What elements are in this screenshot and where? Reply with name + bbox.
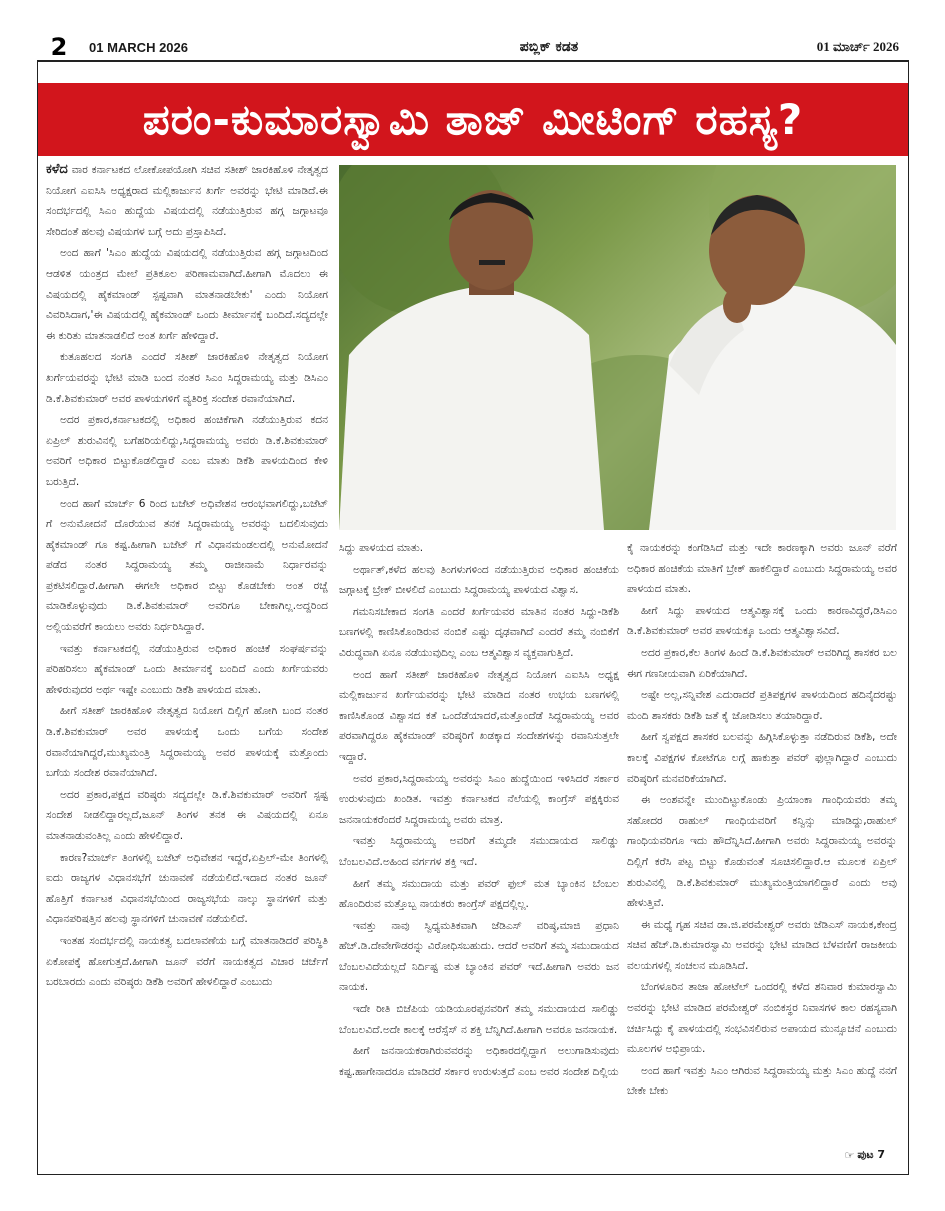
headline-banner	[38, 83, 908, 156]
paragraph: ಕೈ ನಾಯಕರನ್ನು ಕಂಗೆಡಿಸಿದೆ ಮತ್ತು ಇದೇ ಕಾರಣಕ್ಕಾಗಿ ಅವರು ಜೂನ್ ವರೆಗೆ ಅಧಿಕಾರ ಹಂಚಿಕೆಯ ಮಾತಿಗೆ ಬ್ರೇಕ್ ಹಾಕಲಿದ್ದಾರೆ ಎಂಬುದು ಸಿದ್ದರಾಮಯ್ಯ ಅವರ ಪಾಳಯದ ಮಾತು.	[627, 542, 897, 596]
paragraph: ಕುತೂಹಲದ ಸಂಗತಿ ಎಂದರೆ ಸತೀಶ್ ಜಾರಕಿಹೊಳಿ ನೇತೃತ್ವದ ನಿಯೋಗ ಖರ್ಗೆಯವರನ್ನು ಭೇಟಿ ಮಾಡಿ ಬಂದ ನಂತರ ಸಿಎಂ ಸಿದ್ದರಾಮಯ್ಯ ಮತ್ತು ಡಿಸಿಎಂ ಡಿ.ಕೆ.ಶಿವಕುಮಾರ್ ಅವರ ಪಾಳಯಗಳಿಗೆ ವ್ಯತಿರಿಕ್ತ ಸಂದೇಶ ರವಾನೆಯಾಗಿದೆ.	[46, 351, 328, 405]
paragraph: ಹೀಗೆ ಸತೀಶ್ ಜಾರಕಿಹೊಳಿ ನೇತೃತ್ವದ ನಿಯೋಗ ದಿಲ್ಲಿಗೆ ಹೋಗಿ ಬಂದ ನಂತರ ಡಿ.ಕೆ.ಶಿವಕುಮಾರ್ ಅವರ ಪಾಳಯಕ್ಕೆ ಒಂದು ಬಗೆಯ ಸಂದೇಶ ರವಾನೆಯಾಗಿದ್ದರೆ,ಮುಖ್ಯಮಂತ್ರಿ ಸಿದ್ದರಾಮಯ್ಯ ಅವರ ಪಾಳಯಕ್ಕೆ ಮತ್ತೊಂದು ಬಗೆಯ ಸಂದೇಶ ರವಾನೆಯಾಗಿದೆ.	[46, 705, 328, 780]
paragraph: ಅವರ ಪ್ರಕಾರ,ಸಿದ್ದರಾಮಯ್ಯ ಅವರನ್ನು ಸಿಎಂ ಹುದ್ದೆಯಿಂದ ಇಳಿಸಿದರೆ ಸರ್ಕಾರ ಉರುಳುವುದು ಖಂಡಿತ. ಇವತ್ತು ಕರ್ನಾಟಕದ ನೆಲೆಯಲ್ಲಿ ಕಾಂಗ್ರೆಸ್ ಪಕ್ಷಕ್ಕಿರುವ ಜನನಾಯಕರೆಂದರೆ ಸಿದ್ದರಾಮಯ್ಯ ಅವರು ಮಾತ್ರ.	[339, 772, 619, 826]
paragraph: ಅಂದ ಹಾಗೆ ಇವತ್ತು ಸಿಎಂ ಆಗಿರುವ ಸಿದ್ದರಾಮಯ್ಯ ಮತ್ತು ಸಿಎಂ ಹುದ್ದೆ ನನಗೆ ಬೇಕೇ ಬೇಕು	[627, 1064, 897, 1098]
masthead: ಪಬ್ಲಿಕ್ ಕಡತ	[519, 39, 579, 55]
paragraph: ಹೀಗೆ ಸಿದ್ದು ಪಾಳಯದ ಆತ್ಮವಿಶ್ವಾಸಕ್ಕೆ ಒಂದು ಕಾರಣವಿದ್ದರೆ,ಡಿಸಿಎಂ ಡಿ.ಕೆ.ಶಿವಕುಮಾರ್ ಅವರ ಪಾಳಯಕ್ಕೂ ಒಂದು ಆತ್ಮವಿಶ್ವಾಸವಿದೆ.	[627, 604, 897, 638]
paragraph: ಗಮನಿಸಬೇಕಾದ ಸಂಗತಿ ಎಂದರೆ ಖರ್ಗೆಯವರ ಮಾತಿನ ನಂತರ ಸಿದ್ದು-ಡಿಕೆಶಿ ಬಣಗಳಲ್ಲಿ ಕಾಣಿಸಿಕೊಂಡಿರುವ ನಂಬಿಕೆ ಎಷ್ಟು ದೃಢವಾಗಿದೆ ಎಂದರೆ ತಮ್ಮ ನಂಬಿಕೆಗೆ ವಿರುದ್ಧವಾಗಿ ಏನೂ ನಡೆಯುವುದಿಲ್ಲ ಎಂಬ ಆತ್ಮವಿಶ್ವಾಸ ವ್ಯಕ್ತವಾಗುತ್ತಿದೆ.	[339, 605, 619, 659]
paragraph: ಅಂದ ಹಾಗೆ ಸತೀಶ್ ಜಾರಕಿಹೊಳಿ ನೇತೃತ್ವದ ನಿಯೋಗ ಎಐಸಿಸಿ ಅಧ್ಯಕ್ಷ ಮಲ್ಲಿಕಾರ್ಜುನ ಖರ್ಗೆಯವರನ್ನು ಭೇಟಿ ಮಾಡಿದ ನಂತರ ಉಭಯ ಬಣಗಳಲ್ಲಿ ಕಾಣಿಸಿಕೊಂಡ ವಿಶ್ವಾಸದ ಕತೆ ಒಂದೆಡೆಯಾದರೆ,ಮತ್ತೊಂದೆಡೆ ಸಿದ್ದರಾಮಯ್ಯ ಅವರ ಪರವಾಗಿದ್ದರೂ ಹೈಕಮಾಂಡ್ ವರಿಷ್ಠರಿಗೆ ಖಡಕ್ಕಾದ ಸಂದೇಶಗಳನ್ನು ರವಾನಿಸುತ್ತಲೇ ಇದ್ದಾರೆ.	[339, 668, 619, 763]
paragraph: ಇವತ್ತು ಸಿದ್ದರಾಮಯ್ಯ ಅವರಿಗೆ ತಮ್ಮದೇ ಸಮುದಾಯದ ಸಾಲಿಡ್ಡು ಬೆಂಬಲವಿದೆ.ಅಹಿಂದ ವರ್ಗಗಳ ಶಕ್ತಿ ಇದೆ.	[339, 835, 619, 868]
news-photo	[339, 165, 896, 530]
article-column-1	[46, 160, 328, 1160]
header-date-english: 01 MARCH 2026	[89, 39, 188, 55]
paragraph: ಈ ಅಂಶವನ್ನೇ ಮುಂದಿಟ್ಟುಕೊಂಡು ಪ್ರಿಯಾಂಕಾ ಗಾಂಧಿಯವರು ತಮ್ಮ ಸಹೋದರ ರಾಹುಲ್ ಗಾಂಧಿಯವರಿಗೆ ಕನ್ವಿನ್ಸು ಮಾಡಿದ್ದು,ರಾಹುಲ್ ಗಾಂಧಿಯವರಿಗೂ ಇದು ಹೌದೆನ್ನಿಸಿದೆ.ಹೀಗಾಗಿ ಅವರು ಸಿದ್ದರಾಮಯ್ಯ ಅವರನ್ನು ದಿಲ್ಲಿಗೆ ಕರೆಸಿ ಪಟ್ಟ ಬಿಟ್ಟು ಕೊಡುವಂತೆ ಸೂಚಿಸಲಿದ್ದಾರೆ.ಆ ಮೂಲಕ ಏಪ್ರಿಲ್ ಶುರುವಿನಲ್ಲಿ ಡಿ.ಕೆ.ಶಿವಕುಮಾರ್ ಮುಖ್ಯಮಂತ್ರಿಯಾಗಲಿದ್ದಾರೆ ಎಂದು ಅವು ಹೇಳುತ್ತಿವೆ.	[627, 794, 897, 910]
pointing-hand-icon: ☞	[844, 1148, 855, 1162]
continued-on-page	[845, 1148, 886, 1162]
paragraph: ಇಂತಹ ಸಂದರ್ಭದಲ್ಲಿ ನಾಯಕತ್ವ ಬದಲಾವಣೆಯ ಬಗ್ಗೆ ಮಾತನಾಡಿದರೆ ಪರಿಸ್ಥಿತಿ ಏಕೋಪಕ್ಕೆ ಹೋಗುತ್ತದೆ.ಹೀಗಾಗಿ ಜೂನ್ ವರೆಗೆ ನಾಯಕತ್ವದ ವಿಚಾರ ಚರ್ಚೆಗೆ ಬರಬಾರದು ಎಂದು ವರಿಷ್ಠರು ಡಿಕೆಶಿ ಅವರಿಗೆ ಹೇಳಲಿದ್ದಾರೆ ಎಂಬುದು	[46, 934, 328, 989]
paragraph: ಹೀಗೆ ಜನನಾಯಕರಾಗಿರುವವರನ್ನು ಅಧಿಕಾರದಲ್ಲಿದ್ದಾಗ ಅಲುಗಾಡಿಸುವುದು ಕಷ್ಟ.ಹಾಗೇನಾದರೂ ಮಾಡಿದರೆ ಸರ್ಕಾರ ಉರುಳುತ್ತದೆ ಎಂಬ ಅವರ ಸಂದೇಶ ದಿಲ್ಲಿಯ	[339, 1045, 619, 1078]
dateline: ಕಳೆದ	[46, 162, 68, 177]
page-number: 2	[50, 33, 68, 61]
page-header	[37, 34, 909, 62]
header-date-kannada: 01 ಮಾರ್ಚ್ 2026	[816, 39, 899, 54]
paragraph: ಕಳೆದ ವಾರ ಕರ್ನಾಟಕದ ಲೋಕೋಪಯೋಗಿ ಸಚಿವ ಸತೀಶ್ ಜಾರಕಿಹೊಳಿ ನೇತೃತ್ವದ ನಿಯೋಗ ಎಐಸಿಸಿ ಅಧ್ಯಕ್ಷರಾದ ಮಲ್ಲಿಕಾರ್ಜುನ ಖರ್ಗೆ ಅವರನ್ನು ಭೇಟಿ ಮಾಡಿದೆ.ಈ ಸಂದರ್ಭದಲ್ಲಿ ಸಿಎಂ ಹುದ್ದೆಯ ವಿಷಯದಲ್ಲಿ ನಡೆಯುತ್ತಿರುವ ಹಗ್ಗ ಜಗ್ಗಾಟವೂ ಸೇರಿದಂತೆ ಹಲವು ವಿಷಯಗಳ ಬಗ್ಗೆ ಅದು ಪ್ರಸ್ತಾಪಿಸಿದೆ.	[46, 162, 328, 238]
paragraph: ಹೀಗೆ ಸ್ವಪಕ್ಷದ ಶಾಸಕರ ಬಲವನ್ನು ಹಿಗ್ಗಿಸಿಕೊಳ್ಳುತ್ತಾ ನಡೆದಿರುವ ಡಿಕೆಶಿ, ಅದೇ ಕಾಲಕ್ಕೆ ವಿಪಕ್ಷಗಳ ಕೋಟೆಗೂ ಲಗ್ಗೆ ಹಾಕುತ್ತಾ ಪವರ್ ಫುಲ್ಲಾಗಿದ್ದಾರೆ ಎಂಬುದು ವರಿಷ್ಠರಿಗೆ ಮನವರಿಕೆಯಾಗಿದೆ.	[627, 731, 897, 785]
paragraph: ಅಂದ ಹಾಗೆ ಮಾರ್ಚ್ 6 ರಿಂದ ಬಜೆಟ್ ಅಧಿವೇಶನ ಆರಂಭವಾಗಲಿದ್ದು,ಬಜೆಟ್ ಗೆ ಅನುಮೋದನೆ ದೊರೆಯುವ ತನಕ ಸಿದ್ದರಾಮಯ್ಯ ಅವರನ್ನು ಬದಲಿಸುವುದು ಹೈಕಮಾಂಡ್ ಗೂ ಕಷ್ಟ.ಹೀಗಾಗಿ ಬಜೆಟ್ ಗೆ ವಿಧಾನಮಂಡಲದಲ್ಲಿ ಅನುಮೋದನೆ ಪಡೆದ ನಂತರ ಸಿದ್ದರಾಮಯ್ಯ ತಮ್ಮ ರಾಜೀನಾಮೆ ನಿರ್ಧಾರವನ್ನು ಪ್ರಕಟಿಸಲಿದ್ದಾರೆ.ಹೀಗಾಗಿ ಈಗಲೇ ಅಧಿಕಾರ ಬಿಟ್ಟು ಕೊಡಬೇಕು ಅಂತ ರಚ್ಚೆ ಮಾಡಿಕೊಳ್ಳುವುದು ಡಿ.ಕೆ.ಶಿವಕುಮಾರ್ ಅವರಿಗೂ ಬೇಕಾಗಿಲ್ಲ.ಅದ್ದರಿಂದ ಅಲ್ಲಿಯವರೆಗೆ ಕಾಯಲು ಅವರು ನಿರ್ಧರಿಸಿದ್ದಾರೆ.	[46, 497, 328, 634]
paragraph: ಬೆಂಗಳೂರಿನ ತಾಜಾ ಹೋಟೆಲ್ ಒಂದರಲ್ಲಿ ಕಳೆದ ಶನಿವಾರ ಕುಮಾರಸ್ವಾಮಿ ಅವರನ್ನು ಭೇಟಿ ಮಾಡಿದ ಪರಮೇಶ್ವರ್ ನಂಬಿಕಸ್ಥರ ನಿವಾಸಗಳ ಕಾಲ ರಹಸ್ಯವಾಗಿ ಚರ್ಚಿಸಿದ್ದು ಕೈ ಪಾಳಯದಲ್ಲಿ ಸಂಭವಿಸಲಿರುವ ಅಪಾಯದ ಮುನ್ಸೂಚನೆ ಎಂಬುದು ಮೂಲಗಳ ಅಭಿಪ್ರಾಯ.	[627, 981, 897, 1056]
continued-page-label: ಪುಟ 7	[857, 1148, 885, 1161]
headline: ಪರಂ-ಕುಮಾರಸ್ವಾಮಿ ತಾಜ್ ಮೀಟಿಂಗ್ ರಹಸ್ಯ?	[142, 94, 804, 144]
paragraph: ಇವತ್ತು ನಾವು ಸ್ವಿಧ್ಯಮತಿಕವಾಗಿ ಜೆಡಿಎಸ್ ವರಿಷ್ಠ,ಮಾಜಿ ಪ್ರಧಾನಿ ಹೆಚ್.ಡಿ.ದೇವೇಗೌಡರನ್ನು ವಿರೋಧಿಸಬಹುದು. ಆದರೆ ಅವರಿಗೆ ತಮ್ಮ ಸಮುದಾಯದ ಬೆಂಬಲವಿದೆಯಲ್ಲದೆ ನಿರ್ದಿಷ್ಟ ಮತ ಬ್ಯಾಂಕಿನ ಪವರ್ ಇದೆ.ಹೀಗಾಗಿ ಅವರು ಜನ ನಾಯಕ.	[339, 919, 619, 994]
photo-icon	[339, 165, 896, 530]
paragraph: ಇದೇ ರೀತಿ ಬಿಜೆಪಿಯ ಯಡಿಯೂರಪ್ಪನವರಿಗೆ ತಮ್ಮ ಸಮುದಾಯದ ಸಾಲಿಡ್ಡು ಬೆಂಬಲವಿದೆ.ಅದೇ ಕಾಲಕ್ಕೆ ಆರೆಸ್ಸೆಸ್ ನ ಶಕ್ತಿ ಬೆನ್ನಿಗಿದೆ.ಹೀಗಾಗಿ ಅವರೂ ಜನನಾಯಕ.	[339, 1003, 619, 1036]
paragraph: ಸಿದ್ದು ಪಾಳಯದ ಮಾತು.	[339, 542, 424, 554]
article-column-2	[339, 538, 619, 1160]
paragraph: ಅಷ್ಟೇ ಅಲ್ಲ,ಸನ್ನಿವೇಶ ಎದುರಾದರೆ ಪ್ರತಿಪಕ್ಷಗಳ ಪಾಳಯದಿಂದ ಹದಿನೈದರಷ್ಟು ಮಂದಿ ಶಾಸಕರು ಡಿಕೆಶಿ ಜತೆ ಕೈ ಜೋಡಿಸಲು ತಯಾರಿದ್ದಾರೆ.	[627, 689, 897, 722]
paragraph: ಈ ಮಧ್ಯೆ ಗೃಹ ಸಚಿವ ಡಾ.ಜಿ.ಪರಮೇಶ್ವರ್ ಅವರು ಜೆಡಿಎಸ್ ನಾಯಕ,ಕೇಂದ್ರ ಸಚಿವ ಹೆಚ್.ಡಿ.ಕುಮಾರಸ್ವಾಮಿ ಅವರನ್ನು ಭೇಟಿ ಮಾಡಿದ ಬೆಳವಣಿಗೆ ರಾಜಕೀಯ ವಲಯಗಳಲ್ಲಿ ಸಂಚಲನ ಮೂಡಿಸಿದೆ.	[627, 918, 897, 972]
paragraph: ಅದರ ಪ್ರಕಾರ,ಪಕ್ಷದ ವರಿಷ್ಠರು ಸದ್ಯದಲ್ಲೇ ಡಿ.ಕೆ.ಶಿವಕುಮಾರ್ ಅವರಿಗೆ ಸ್ಪಷ್ಟ ಸಂದೇಶ ನೀಡಲಿದ್ದಾರಲ್ಲದೆ,ಜೂನ್ ತಿಂಗಳ ತನಕ ಈ ವಿಷಯದಲ್ಲಿ ಏನೂ ಮಾತನಾಡುವಂತಿಲ್ಲ ಎಂದು ಹೇಳಲಿದ್ದಾರೆ.	[46, 788, 328, 842]
paragraph: ಕಾರಣ?ಮಾರ್ಚ್ ತಿಂಗಳಲ್ಲಿ ಬಜೆಟ್ ಅಧಿವೇಶನ ಇದ್ದರೆ,ಏಪ್ರಿಲ್-ಮೇ ತಿಂಗಳಲ್ಲಿ ಐದು ರಾಜ್ಯಗಳ ವಿಧಾನಸಭೆಗೆ ಚುನಾವಣೆ ನಡೆಯಲಿದೆ.ಇದಾದ ನಂತರ ಜೂನ್ ಹೊತ್ತಿಗೆ ಕರ್ನಾಟಕ ವಿಧಾನಸಭೆಯಿಂದ ರಾಜ್ಯಸಭೆಯ ನಾಲ್ಕು ಸ್ಥಾನಗಳಿಗೆ ಮತ್ತು ವಿಧಾನಪರಿಷತ್ತಿನ ಹಲವು ಸ್ಥಾನಗಳಿಗೆ ಚುನಾವಣೆ ನಡೆಯಲಿದೆ.	[46, 851, 328, 926]
paragraph: ಅದರ ಪ್ರಕಾರ,ಕರ್ನಾಟಕದಲ್ಲಿ ಅಧಿಕಾರ ಹಂಚಿಕೆಗಾಗಿ ನಡೆಯುತ್ತಿರುವ ಕದನ ಏಪ್ರಿಲ್ ಶುರುವಿನಲ್ಲಿ ಬಗೆಹರಿಯಲಿದ್ದು,ಸಿದ್ದರಾಮಯ್ಯ ಅವರು ಡಿ.ಕೆ.ಶಿವಕುಮಾರ್ ಅವರಿಗೆ ಅಧಿಕಾರ ಬಿಟ್ಟುಕೊಡಲಿದ್ದಾರೆ ಎಂಬ ಮಾತು ಡಿಕೆಶಿ ಪಾಳಯದಿಂದ ಕೇಳಿ ಬರುತ್ತಿದೆ.	[46, 414, 328, 488]
paragraph: ಅಂದ ಹಾಗೆ 'ಸಿಎಂ ಹುದ್ದೆಯ ವಿಷಯದಲ್ಲಿ ನಡೆಯುತ್ತಿರುವ ಹಗ್ಗ ಜಗ್ಗಾಟದಿಂದ ಆಡಳಿತ ಯಂತ್ರದ ಮೇಲೆ ಪ್ರತಿಕೂಲ ಪರಿಣಾಮವಾಗಿದೆ.ಹೀಗಾಗಿ ಮೊದಲು ಈ ವಿಷಯದಲ್ಲಿ ಹೈಕಮಾಂಡ್ ಸ್ಪಷ್ಟವಾಗಿ ಮಾತನಾಡಬೇಕು' ಎಂದು ನಿಯೋಗ ವಿವರಿಸಿದಾಗ,'ಈ ವಿಷಯದಲ್ಲಿ ಹೈಕಮಾಂಡ್ ಒಂದು ತೀರ್ಮಾನಕ್ಕೆ ಬಂದಿದೆ.ಸದ್ಯದಲ್ಲೇ ಈ ಕುರಿತು ಮಾತನಾಡಲಿದೆ ಅಂತ ಖರ್ಗೆ ಹೇಳಿದ್ದಾರೆ.	[46, 247, 328, 342]
paragraph: ಅರ್ಥಾತ್,ಕಳೆದ ಹಲವು ತಿಂಗಳುಗಳಿಂದ ನಡೆಯುತ್ತಿರುವ ಅಧಿಕಾರ ಹಂಚಿಕೆಯ ಜಗ್ಗಾಟಕ್ಕೆ ಬ್ರೇಕ್ ಬೀಳಲಿದೆ ಎಂಬುದು ಸಿದ್ದರಾಮಯ್ಯ ಪಾಳಯದ ವಿಶ್ವಾಸ.	[339, 563, 619, 597]
paragraph: ಇವತ್ತು ಕರ್ನಾಟಕದಲ್ಲಿ ನಡೆಯುತ್ತಿರುವ ಅಧಿಕಾರ ಹಂಚಿಕೆ ಸಂಘರ್ಷವನ್ನು ಪರಿಹರಿಸಲು ಹೈಕಮಾಂಡ್ ಒಂದು ತೀರ್ಮಾನಕ್ಕೆ ಬಂದಿದೆ ಎಂದು ಖರ್ಗೆಯವರು ಹೇಳಿರುವುದರ ಅರ್ಥ ಇಷ್ಟೇ ಎಂಬುದು ಡಿಕೆಶಿ ಪಾಳಯದ ಮಾತು.	[46, 642, 328, 696]
paragraph: ಅದರ ಪ್ರಕಾರ,ಕೆಲ ತಿಂಗಳ ಹಿಂದೆ ಡಿ.ಕೆ.ಶಿವಕುಮಾರ್ ಅವರಿಗಿದ್ದ ಶಾಸಕರ ಬಲ ಈಗ ಗಣನೀಯವಾಗಿ ಏರಿಕೆಯಾಗಿದೆ.	[627, 646, 897, 680]
article-column-3	[627, 538, 897, 1138]
paragraph: ಹೀಗೆ ತಮ್ಮ ಸಮುದಾಯ ಮತ್ತು ಪವರ್ ಫುಲ್ ಮತ ಬ್ಯಾಂಕಿನ ಬೆಂಬಲ ಹೊಂದಿರುವ ಮತ್ತೊಬ್ಬ ನಾಯಕರು ಕಾಂಗ್ರೆಸ್ ಪಕ್ಷದಲ್ಲಿಲ್ಲ.	[339, 877, 619, 911]
